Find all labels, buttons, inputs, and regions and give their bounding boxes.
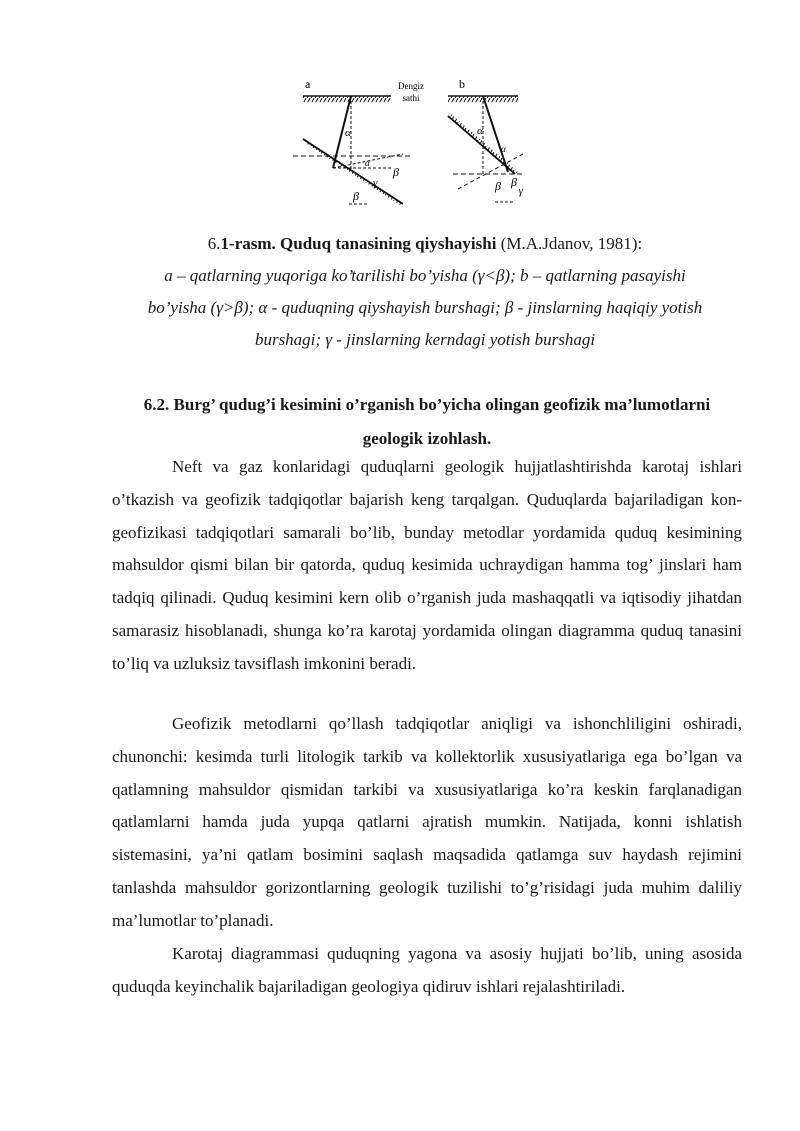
beta-a-right: β	[393, 165, 399, 179]
alpha-a-small: α	[365, 158, 370, 168]
gamma-b: γ	[518, 185, 523, 197]
beta-b-left: β	[495, 179, 501, 193]
figure-caption	[110, 228, 740, 356]
alpha-a: α	[345, 127, 351, 139]
paragraph-3-text: Karotaj diagrammasi quduqning yagona va asosiy hujjati bo’lib, uning asosida quduqda keyinchalik bajariladigan geologiya qidiruv ishlari rejalashtiriladi.	[112, 944, 742, 996]
paragraph-1-text: Neft va gaz konlaridagi quduqlarni geologik hujjatlashtirishda karotaj ishlari o’tkazish va geofizik tadqiqotlar bajarish keng tarqalgan. Quduqlarda bajariladigan kon-geofizikasi tadqiqotlari samarali bo’lib, bunday metodlar yordamida quduq kesimining mahsuldor qismi bilan bir qatorda, quduq kesimida uchraydigan hamma tog’ jinslari ham tadqiq qilinadi. Quduq kesimini kern olib o’rganish juda mashaqqatli va iqtisodiy jihatdan samarasiz hisoblanadi, shunga ko’ra karotaj yordamida olingan diagramma quduq tanasini to’liq va uzluksiz tavsiflash imkonini beradi.	[112, 457, 742, 673]
well-inclination-diagram	[283, 74, 523, 214]
label-b: b	[459, 77, 465, 91]
section-heading	[112, 388, 742, 456]
caption-line4	[110, 324, 740, 356]
well-inclination-figure	[283, 74, 523, 214]
alpha-b-small: α	[501, 144, 506, 154]
caption-title: 1-rasm. Quduq tanasining qiyshayishi	[220, 234, 497, 253]
caption-number: 6.	[207, 234, 221, 253]
caption-line3-text: bo’yisha (γ>β); α - quduqning qiyshayish burshagi; β - jinslarning haqiqiy yotish	[147, 298, 703, 317]
section-heading-line2: geologik izohlash.	[362, 429, 492, 448]
gamma-a: γ	[373, 177, 378, 189]
caption-line4-text: burshagi; γ - jinslarning kerndagi yotish burshagi	[254, 330, 596, 349]
alpha-b: α	[477, 125, 483, 137]
panel-a	[293, 96, 413, 207]
sea-label-line2: sathi	[402, 93, 420, 103]
caption-line2	[110, 260, 740, 292]
panel-b	[448, 96, 523, 202]
beta-b-right: β	[511, 175, 517, 189]
label-a: a	[305, 77, 311, 91]
paragraph-2-text: Geofizik metodlarni qo’llash tadqiqotlar aniqligi va ishonchliligini oshiradi, chunonchi: kesimda turli litologik tarkib va kollektorlik xususiyatlariga ega bo’lgan va qatlamning mahsuldor qismidan tarkibi va xususiyatlariga ko’ra keskin farqlanadigan qatlamlarni hamda juda yupqa qatlarni ajratish mumkin. Natijada, konni ishlatish sistemasini, ya’ni qatlam bosimini saqlash maqsadida qatlamga suv haydash rejimini tanlashda mahsuldor gorizontlarning geologik tuzilishi to’g’risidagi juda muhim daliliy ma’lumotlar to’planadi.	[112, 714, 742, 930]
caption-line3	[110, 292, 740, 324]
beta-a-bottom: β	[353, 189, 359, 203]
section-heading-line1: 6.2. Burg’ qudug’i kesimini o’rganish bo’yicha olingan geofizik ma’lumotlarni	[143, 395, 711, 414]
paragraph-1	[112, 451, 742, 681]
caption-line2-text: a – qatlarning yuqoriga ko’tarilishi bo’yisha (γ<β); b – qatlarning pasayishi	[164, 266, 686, 285]
paragraph-2	[112, 708, 742, 938]
paragraph-3	[112, 938, 742, 1004]
caption-source: (M.A.Jdanov, 1981):	[496, 234, 643, 253]
caption-line1	[110, 228, 740, 260]
sea-label-line1: Dengiz	[398, 81, 424, 91]
